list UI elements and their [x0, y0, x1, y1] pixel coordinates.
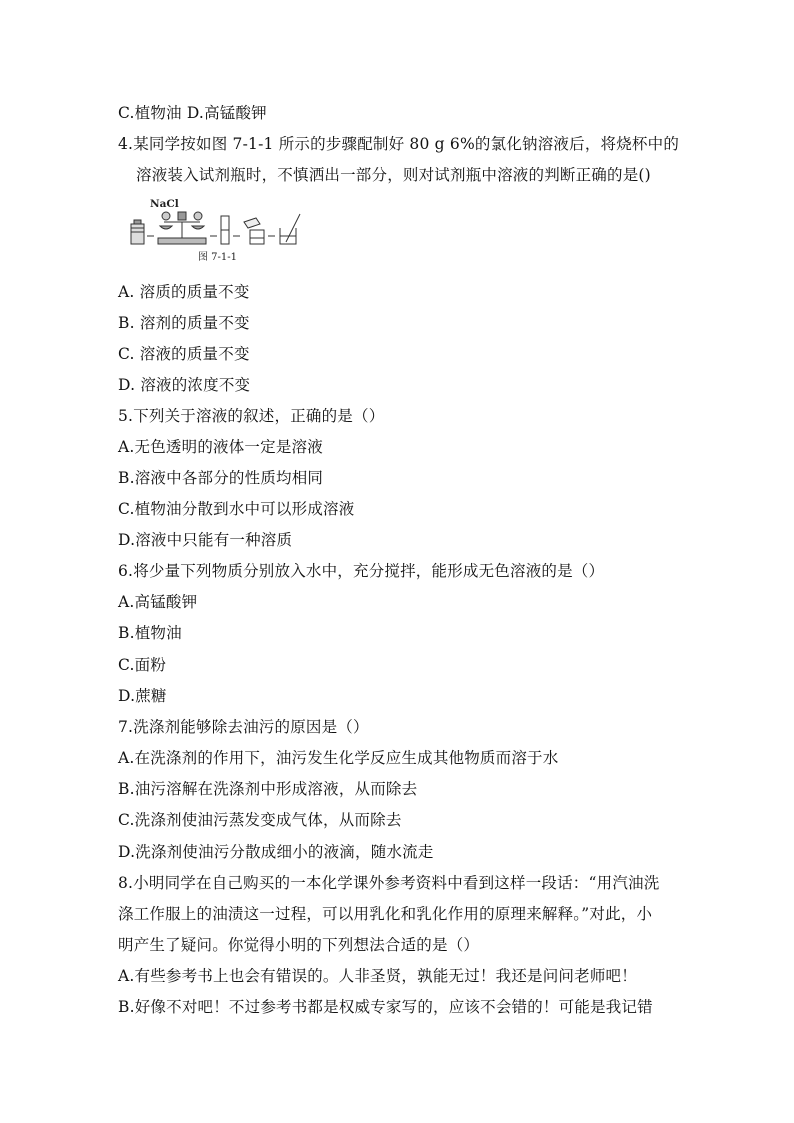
- option-q7-d: D.洗涤剂使油污分散成细小的液滴，随水流走: [118, 843, 434, 861]
- question-6-stem: 6.将少量下列物质分别放入水中，充分搅拌，能形成无色溶液的是（）: [118, 562, 605, 580]
- figure-caption: 图 7-1-1: [198, 252, 238, 263]
- option-q7-b: B.油污溶解在洗涤剂中形成溶液，从而除去: [118, 780, 418, 798]
- option-q4-d: D. 溶液的浓度不变: [118, 376, 251, 394]
- figure-nacl-label: NaCl: [150, 198, 179, 210]
- option-q4-c: C. 溶液的质量不变: [118, 345, 250, 363]
- question-5-stem: 5.下列关于溶液的叙述，正确的是（）: [118, 407, 385, 425]
- option-q4-b: B. 溶剂的质量不变: [118, 314, 250, 332]
- option-q5-c: C.植物油分散到水中可以形成溶液: [118, 500, 355, 518]
- option-q5-a: A.无色透明的液体一定是溶液: [118, 438, 323, 456]
- solution-preparation-apparatus: [128, 208, 308, 250]
- option-q8-a: A.有些参考书上也会有错误的。人非圣贤，孰能无过！我还是问问老师吧！: [118, 967, 637, 985]
- question-8-stem-cont-2: 明产生了疑问。你觉得小明的下列想法合适的是（）: [118, 936, 480, 954]
- option-q6-b: B.植物油: [118, 624, 182, 642]
- option-q5-d: D.溶液中只能有一种溶质: [118, 531, 293, 549]
- figure-7-1-1: [128, 198, 308, 262]
- option-q6-d: D.蔗糖: [118, 687, 167, 705]
- option-q6-c: C.面粉: [118, 656, 167, 674]
- option-q6-a: A.高锰酸钾: [118, 593, 198, 611]
- option-q7-c: C.洗涤剂使油污蒸发变成气体，从而除去: [118, 811, 402, 829]
- option-q3-cd: C.植物油 D.高锰酸钾: [118, 104, 267, 122]
- option-q8-b: B.好像不对吧！不过参考书都是权威专家写的，应该不会错的！可能是我记错: [118, 998, 653, 1016]
- question-4-stem-cont: 溶液装入试剂瓶时，不慎洒出一部分，则对试剂瓶中溶液的判断正确的是(): [136, 166, 651, 184]
- question-7-stem: 7.洗涤剂能够除去油污的原因是（）: [118, 718, 369, 736]
- option-q5-b: B.溶液中各部分的性质均相同: [118, 469, 324, 487]
- question-4-stem: 4.某同学按如图 7-1-1 所示的步骤配制好 80 g 6%的氯化钠溶液后，将烧杯中的: [118, 135, 680, 153]
- option-q4-a: A. 溶质的质量不变: [118, 283, 250, 301]
- question-8-stem-cont-1: 涤工作服上的油渍这一过程，可以用乳化和乳化作用的原理来解释。”对此，小: [118, 905, 653, 923]
- option-q7-a: A.在洗涤剂的作用下，油污发生化学反应生成其他物质而溶于水: [118, 749, 559, 767]
- question-8-stem: 8.小明同学在自己购买的一本化学课外参考资料中看到这样一段话：“用汽油洗: [118, 874, 660, 892]
